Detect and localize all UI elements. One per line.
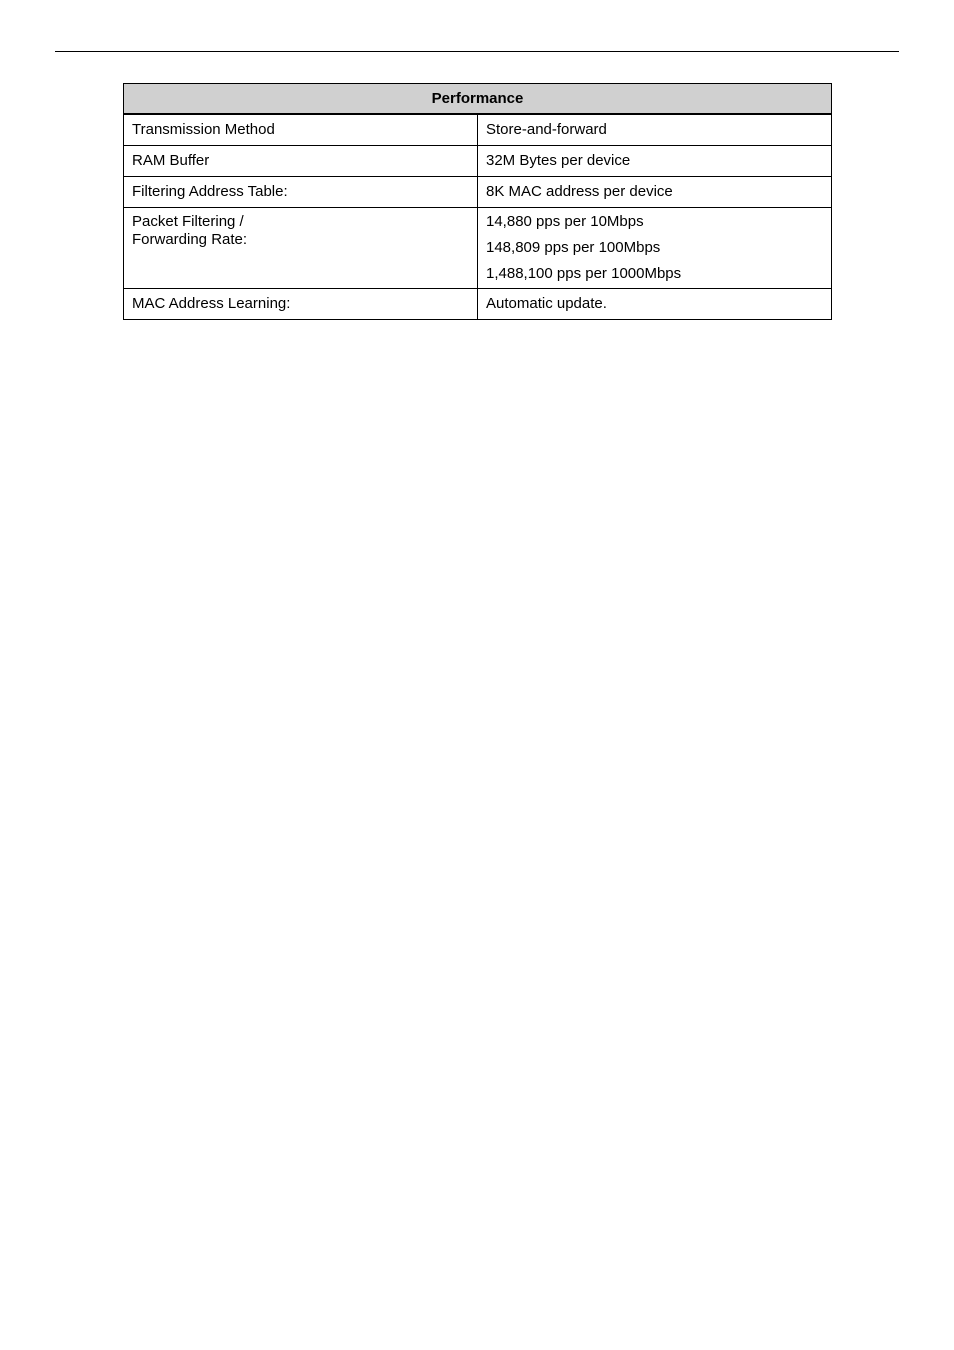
row-value-mac-address-learning bbox=[478, 289, 832, 320]
value-line: 8K MAC address per device bbox=[486, 183, 673, 200]
row-value-packet-filtering-rate bbox=[478, 208, 832, 289]
value-line: 14,880 pps per 10Mbps bbox=[486, 213, 644, 230]
row-label-ram-buffer: RAM Buffer bbox=[124, 146, 478, 177]
value-line: Store-and-forward bbox=[486, 121, 607, 138]
table-header-row bbox=[124, 84, 832, 115]
table-row bbox=[124, 177, 832, 208]
header-rule bbox=[55, 51, 899, 52]
table-title: Performance bbox=[124, 84, 832, 115]
row-value-ram-buffer bbox=[478, 146, 832, 177]
value-line: 32M Bytes per device bbox=[486, 152, 631, 169]
row-value-transmission-method bbox=[478, 114, 832, 146]
row-label-mac-address-learning: MAC Address Learning: bbox=[124, 289, 478, 320]
row-value-filtering-address-table bbox=[478, 177, 832, 208]
value-line: 1,488,100 pps per 1000Mbps bbox=[486, 265, 682, 282]
table-row bbox=[124, 146, 832, 177]
value-line: 148,809 pps per 100Mbps bbox=[486, 239, 661, 256]
row-label-filtering-address-table: Filtering Address Table: bbox=[124, 177, 478, 208]
table-row bbox=[124, 208, 832, 289]
row-label-transmission-method: Transmission Method bbox=[124, 114, 478, 146]
row-label-packet-filtering-rate bbox=[124, 208, 478, 289]
performance-table bbox=[123, 83, 832, 320]
label-line: Packet Filtering / bbox=[132, 213, 244, 230]
label-line: Forwarding Rate: bbox=[132, 231, 248, 248]
table-row bbox=[124, 114, 832, 146]
table-row bbox=[124, 289, 832, 320]
value-line: Automatic update. bbox=[486, 295, 607, 312]
